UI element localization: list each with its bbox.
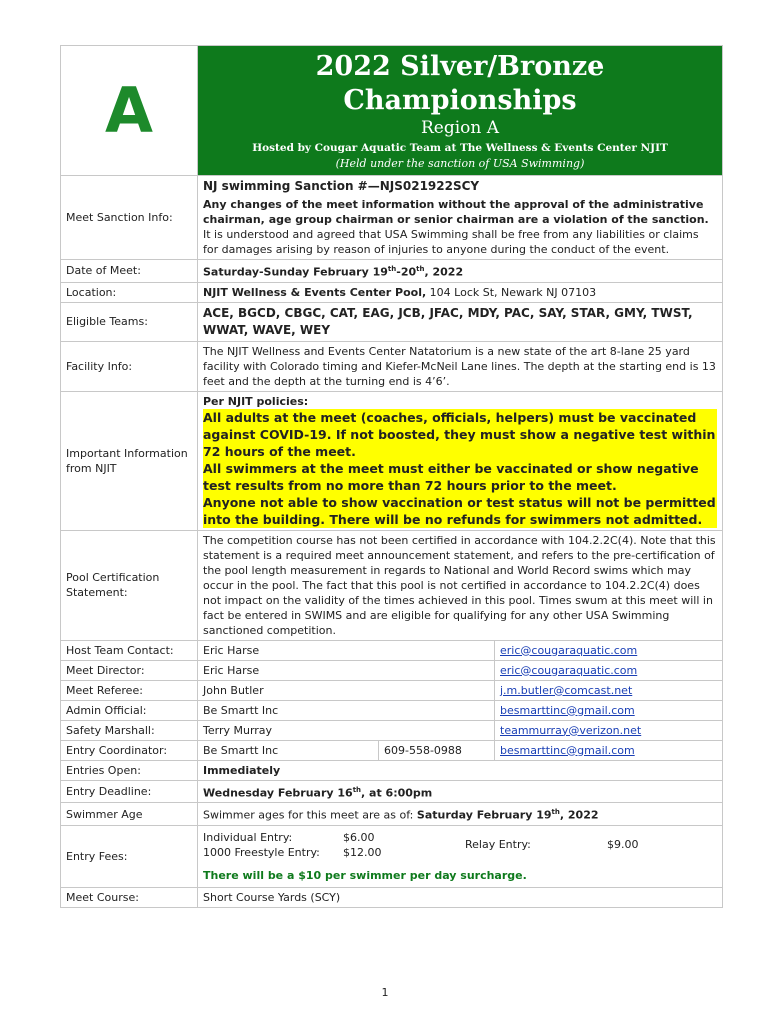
location-value: NJIT Wellness & Events Center Pool, 104 Lock St, Newark NJ 07103 xyxy=(198,282,723,302)
teams-value: ACE, BGCD, CBGC, CAT, EAG, JCB, JFAC, MDY, PAC, SAY, STAR, GMY, TWST, WWAT, WAVE, WEY xyxy=(198,302,723,341)
page-number: 1 xyxy=(381,986,389,999)
entries-open-value: Immediately xyxy=(198,760,723,780)
entry-deadline-value: Wednesday February 16th, at 6:00pm xyxy=(198,780,723,803)
facility-row xyxy=(61,341,723,391)
header-banner xyxy=(198,46,723,176)
sanction-number: NJ swimming Sanction #—NJS021922SCY xyxy=(203,179,480,193)
contact-label: Meet Director: xyxy=(61,660,198,680)
contact-row xyxy=(61,720,723,740)
relay-entry-label: Relay Entry: xyxy=(465,838,531,852)
contact-email-link[interactable]: eric@cougaraquatic.com xyxy=(500,643,638,657)
contact-row xyxy=(61,640,723,660)
contact-name: Be Smartt Inc xyxy=(198,700,495,720)
entries-open-label: Entries Open: xyxy=(61,760,198,780)
pool-cert-row xyxy=(61,530,723,640)
contact-label: Meet Referee: xyxy=(61,680,198,700)
contact-name: John Butler xyxy=(198,680,495,700)
pool-cert-label: Pool Certification Statement: xyxy=(61,530,198,640)
individual-entry-label: Individual Entry: xyxy=(203,830,293,844)
contact-email-cell xyxy=(495,680,723,700)
sanction-note: (Held under the sanction of USA Swimming) xyxy=(335,157,585,170)
entry-deadline-label: Entry Deadline: xyxy=(61,780,198,803)
swimmer-age-value: Swimmer ages for this meet are as of: Saturday February 19th, 2022 xyxy=(198,803,723,826)
sanction-row xyxy=(61,176,723,260)
important-value xyxy=(198,391,723,530)
course-value: Short Course Yards (SCY) xyxy=(198,887,723,907)
contact-email-cell xyxy=(495,640,723,660)
freestyle-entry-price: $12.00 xyxy=(343,845,382,859)
contact-name: Eric Harse xyxy=(198,640,495,660)
sanction-warning: Any changes of the meet information without the approval of the administrative chairman, age group chairman or senior chairman are a violation of the sanction. xyxy=(203,198,709,226)
contact-email-cell xyxy=(495,700,723,720)
contact-email-link[interactable]: besmarttinc@gmail.com xyxy=(500,703,635,717)
contact-label: Admin Official: xyxy=(61,700,198,720)
vaccine-adults-notice: All adults at the meet (coaches, officials, helpers) must be vaccinated against COVID-19. If not boosted, they must show a negative test within 72 hours of the meet. xyxy=(203,409,716,459)
contact-label: Host Team Contact: xyxy=(61,640,198,660)
teams-row xyxy=(61,302,723,341)
host-line: Hosted by Cougar Aquatic Team at The Wellness & Events Center NJIT xyxy=(252,142,668,154)
individual-entry-price: $6.00 xyxy=(343,830,375,844)
entry-deadline-row xyxy=(61,780,723,803)
fees-table xyxy=(203,830,717,860)
sanction-value xyxy=(198,176,723,260)
page-title: 2022 Silver/Bronze Championships xyxy=(315,51,605,116)
contact-phone: 609-558-0988 xyxy=(379,740,495,760)
entries-open-row xyxy=(61,760,723,780)
contact-email-link[interactable]: teammurray@verizon.net xyxy=(500,723,642,737)
pool-cert-value: The competition course has not been certified in accordance with 104.2.2C(4). Note that this statement is a required meet announcement statement, and refers to the pre-certification of the pool length measurement in regards to National and World Record swims which may occur in the pool. The fact that this pool is not certified in accordance to 104.2.2C(4) does not impact on the validity of the times achieved in this pool. Times swum at this meet will in fact be entered in SWIMS and are eligible for qualifying for any other USA Swimming sanctioned competition. xyxy=(198,530,723,640)
meet-info-table xyxy=(60,45,723,908)
contact-email-cell xyxy=(495,660,723,680)
contact-email-link[interactable]: besmarttinc@gmail.com xyxy=(500,743,635,757)
important-label: Important Information from NJIT xyxy=(61,391,198,530)
date-label: Date of Meet: xyxy=(61,260,198,283)
header-row xyxy=(61,46,723,176)
contact-row xyxy=(61,740,723,760)
swimmer-age-label: Swimmer Age xyxy=(61,803,198,826)
important-heading: Per NJIT policies: xyxy=(203,394,309,408)
contact-name: Eric Harse xyxy=(198,660,495,680)
vaccine-swimmers-notice: All swimmers at the meet must either be vaccinated or show negative test results from no more than 72 hours prior to the meet. xyxy=(203,460,717,494)
fees-label: Entry Fees: xyxy=(61,825,198,887)
facility-value: The NJIT Wellness and Events Center Natatorium is a new state of the art 8-lane 25 yard facility with Colorado timing and Kiefer-McNeil Lane lines. The depth at the starting end is 13 feet and the depth at the turning end is 4’6’. xyxy=(198,341,723,391)
relay-entry-price: $9.00 xyxy=(607,838,639,852)
course-row xyxy=(61,887,723,907)
no-refund-notice: Anyone not able to show vaccination or test status will not be permitted into the building. There will be no refunds for swimmers not admitted. xyxy=(203,494,716,527)
location-row xyxy=(61,282,723,302)
contact-row xyxy=(61,680,723,700)
important-row xyxy=(61,391,723,530)
contact-email-cell xyxy=(495,740,723,760)
contact-row xyxy=(61,660,723,680)
contact-name: Terry Murray xyxy=(198,720,495,740)
location-label: Location: xyxy=(61,282,198,302)
sanction-label: Meet Sanction Info: xyxy=(61,176,198,260)
sanction-liability: It is understood and agreed that USA Swimming shall be free from any liabilities or claims for damages arising by reason of injuries to anyone during the conduct of the event. xyxy=(203,228,699,256)
surcharge-notice: There will be a $10 per swimmer per day surcharge. xyxy=(203,868,527,882)
contact-email-cell xyxy=(495,720,723,740)
contact-row xyxy=(61,700,723,720)
contact-email-link[interactable]: j.m.butler@comcast.net xyxy=(500,683,633,697)
contact-name: Be Smartt Inc xyxy=(198,740,379,760)
swimmer-age-row xyxy=(61,803,723,826)
facility-label: Facility Info: xyxy=(61,341,198,391)
contact-email-link[interactable]: eric@cougaraquatic.com xyxy=(500,663,638,677)
fees-row xyxy=(61,825,723,887)
contact-label: Entry Coordinator: xyxy=(61,740,198,760)
course-label: Meet Course: xyxy=(61,887,198,907)
date-row xyxy=(61,260,723,283)
region-subtitle: Region A xyxy=(420,118,500,138)
logo-cell xyxy=(61,46,198,176)
teams-label: Eligible Teams: xyxy=(61,302,198,341)
meet-info-document xyxy=(60,45,722,908)
date-value: Saturday-Sunday February 19th-20th, 2022 xyxy=(198,260,723,283)
region-a-logo: A xyxy=(105,73,153,147)
contact-label: Safety Marshall: xyxy=(61,720,198,740)
fees-value xyxy=(198,825,723,887)
freestyle-entry-label: 1000 Freestyle Entry: xyxy=(203,845,320,859)
